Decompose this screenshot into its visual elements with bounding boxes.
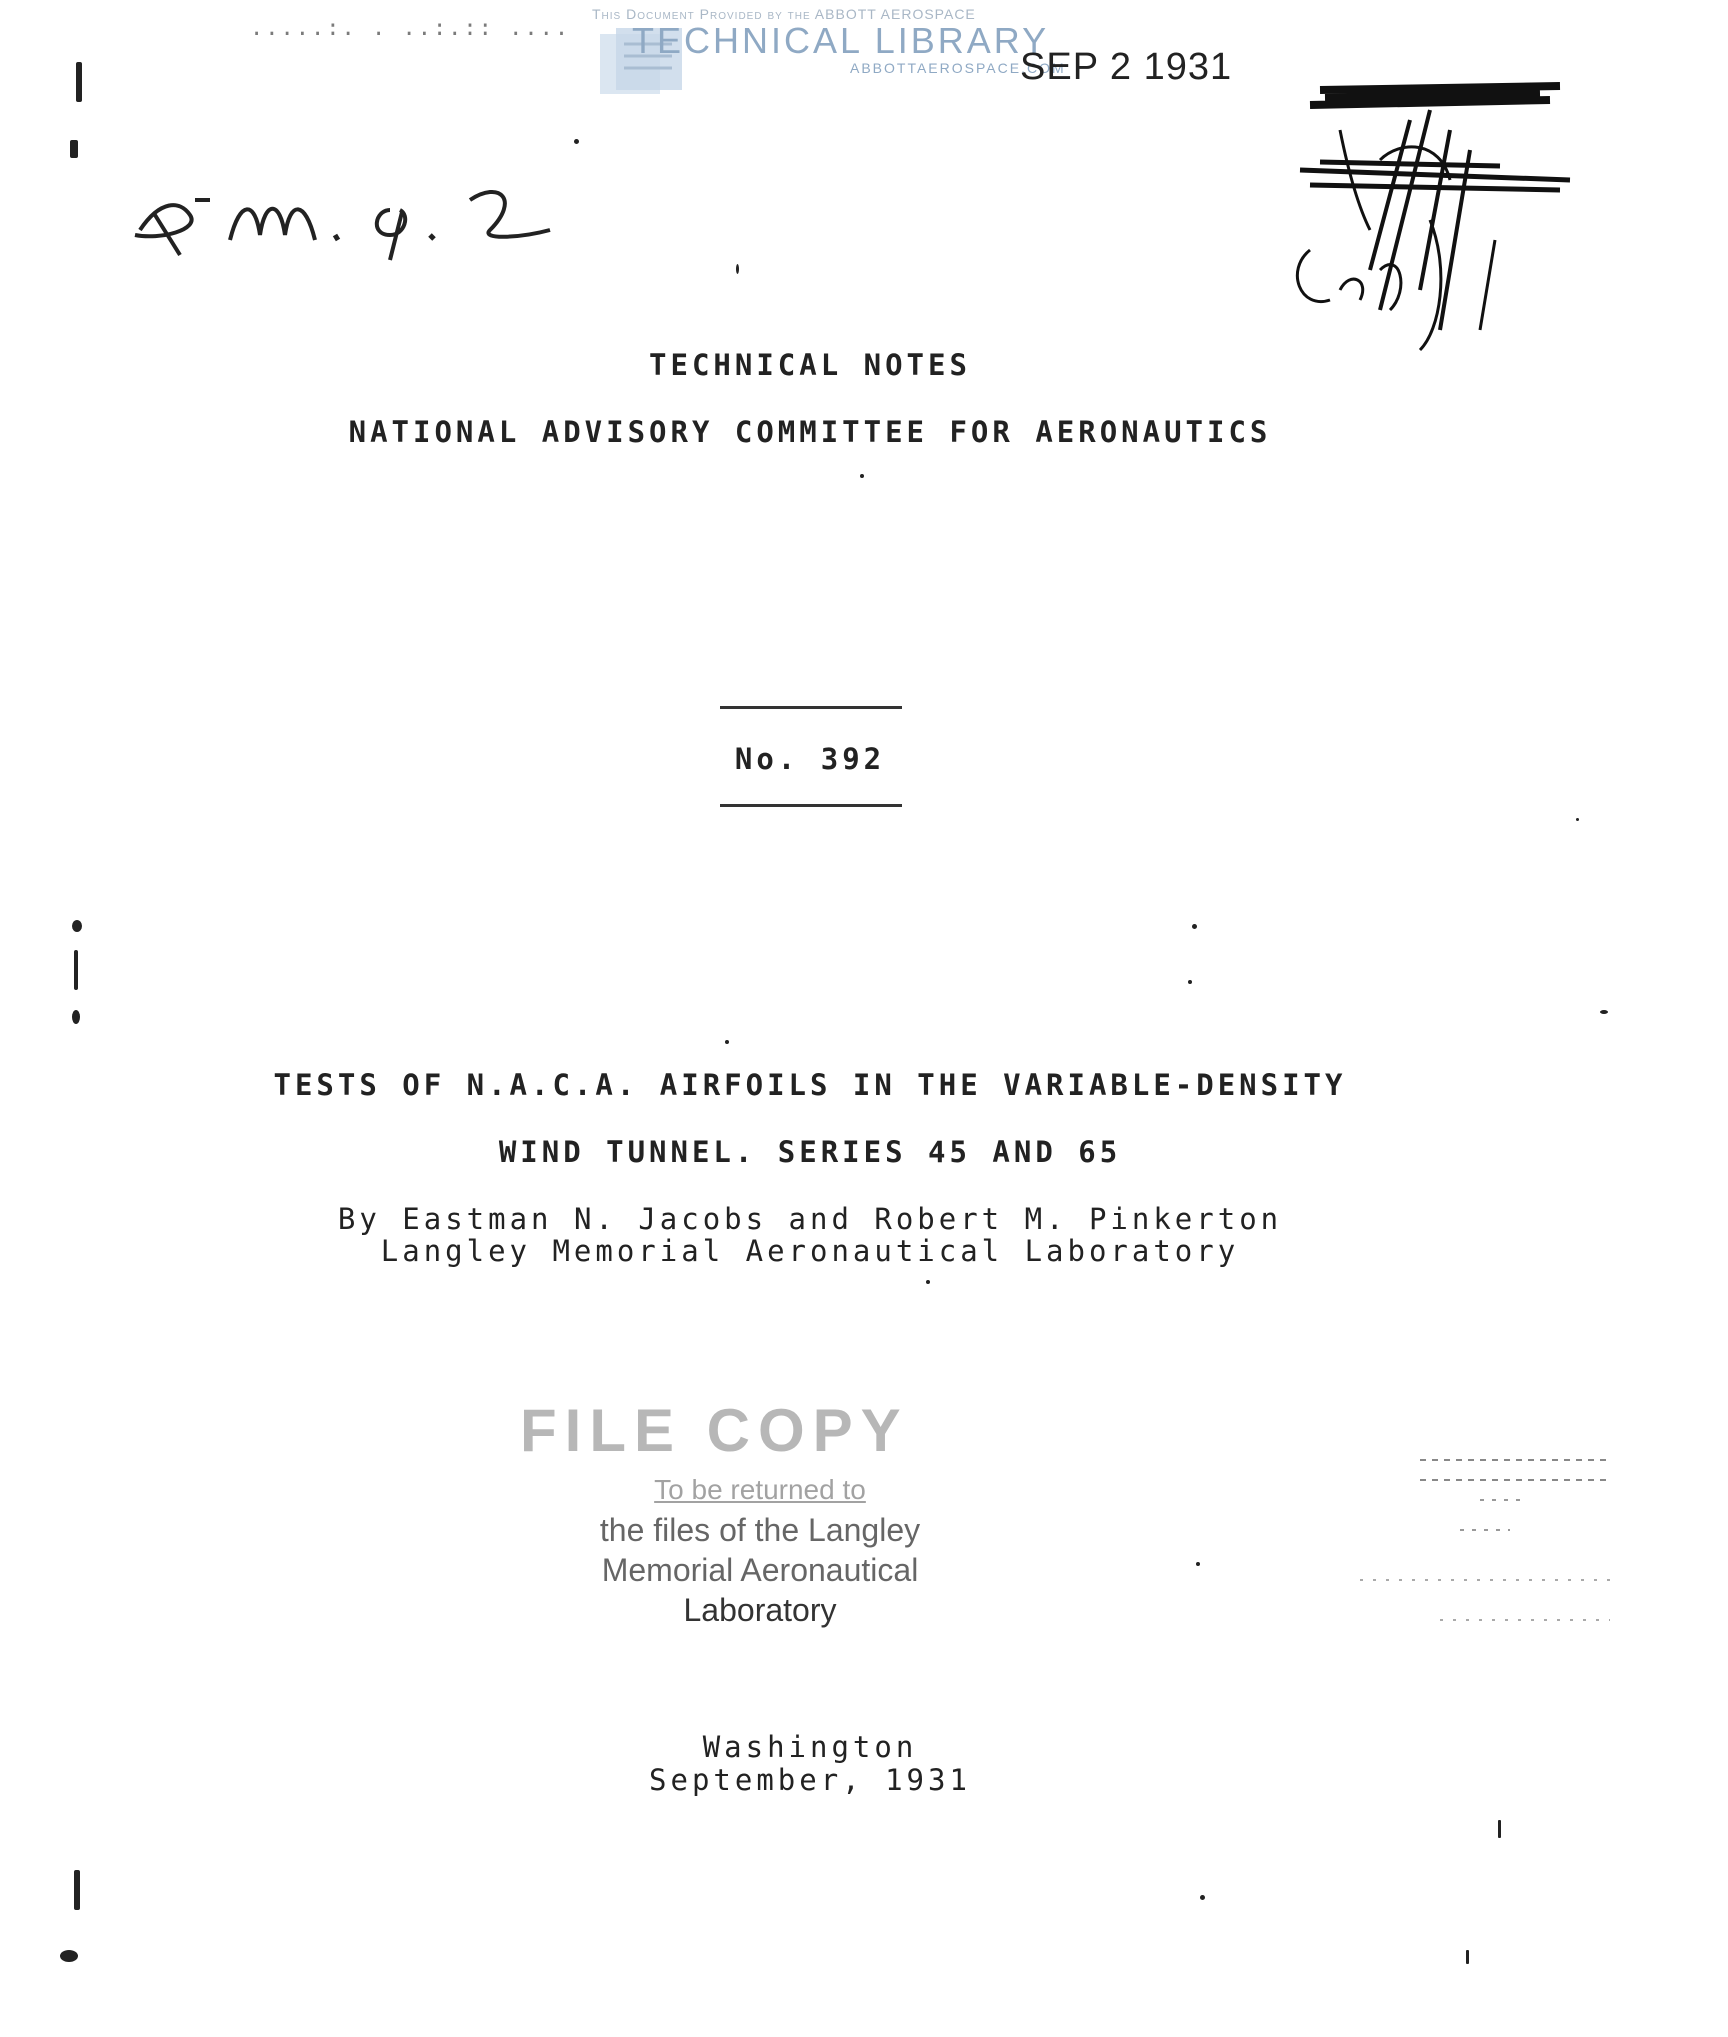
scan-speck [860, 474, 864, 478]
scan-speck [574, 139, 579, 144]
binding-mark [76, 62, 82, 102]
organization-heading: NATIONAL ADVISORY COMMITTEE FOR AERONAUTICS [348, 415, 1272, 449]
watermark-library: TECHNICAL LIBRARY [632, 20, 1050, 61]
binding-mark [74, 1870, 80, 1910]
scan-speck [1200, 1895, 1205, 1900]
library-stamp-line-3: Memorial Aeronautical [601, 1552, 919, 1588]
rule-bottom [720, 804, 902, 807]
scan-speck [736, 264, 739, 274]
scan-speck [1192, 924, 1197, 929]
binding-mark [74, 950, 78, 990]
faded-margin-stamp [1360, 1440, 1620, 1630]
title-line-1: TESTS OF N.A.C.A. AIRFOILS IN THE VARIABLE-DENSITY [273, 1068, 1347, 1102]
handwritten-notation [120, 160, 600, 270]
binding-mark [72, 1010, 80, 1024]
scan-speck [1196, 1562, 1200, 1566]
scan-speck [1498, 1820, 1501, 1838]
watermark-url: ABBOTTAEROSPACE.COM [850, 60, 1066, 76]
authors: By Eastman N. Jacobs and Robert M. Pinkerton [337, 1202, 1283, 1236]
library-stamp-line-4: Laboratory [683, 1592, 837, 1628]
faded-header-text: .....:. . ..:.:: .... [250, 16, 571, 41]
file-copy-stamp-heading: FILE COPY [520, 1397, 909, 1462]
library-stamp [560, 1470, 960, 1630]
binding-mark [70, 140, 78, 158]
scan-speck [1188, 980, 1192, 984]
library-stamp-line-1: To be returned to [654, 1474, 866, 1505]
scan-speck [926, 1280, 930, 1284]
title-line-2: WIND TUNNEL. SERIES 45 AND 65 [498, 1135, 1122, 1169]
watermark-provider: This Document Provided by the ABBOTT AEROSPACE [592, 6, 976, 22]
binding-mark [60, 1950, 78, 1962]
scan-speck [1466, 1950, 1469, 1964]
series-heading: TECHNICAL NOTES [649, 348, 971, 382]
rule-top [720, 706, 902, 709]
scan-speck [1576, 818, 1579, 821]
footer-date: September, 1931 [649, 1763, 971, 1797]
library-stamp-line-2: the files of the Langley [599, 1512, 921, 1548]
scan-speck [1600, 1010, 1608, 1014]
note-number: No. 392 [734, 742, 886, 776]
handwritten-signature [1280, 70, 1580, 370]
scan-speck [725, 1040, 729, 1044]
binding-mark [72, 920, 82, 932]
footer-city: Washington [702, 1730, 918, 1764]
affiliation: Langley Memorial Aeronautical Laboratory [380, 1234, 1240, 1268]
receipt-date-stamp: SEP 2 1931 [1020, 46, 1233, 88]
